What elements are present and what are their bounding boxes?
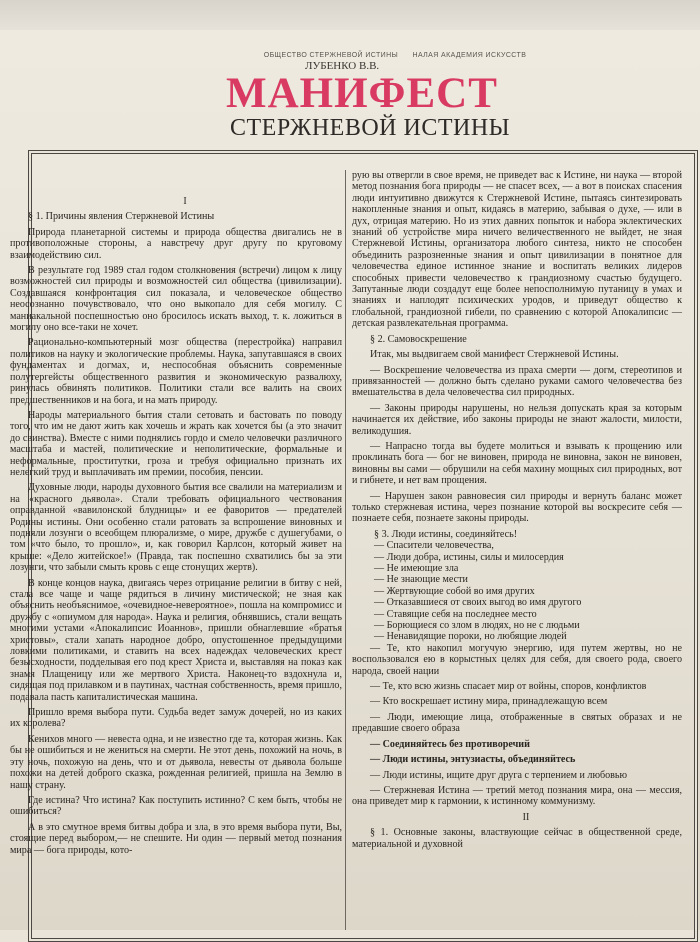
paragraph: рую вы отвергли в свое время, не приведет вас к Истине, ни наука — второй метод познания бога природы — не спасет всех, — а вот в поисках спасения люди интуитивно движутся к Стержневой Истине, пытаясь синтезировать накопленные знания и опыт, кидаясь в материю, забывая о духе, — или в дух, отрицая материю. Но из этих давних попыток и набора эклектических знаний об устройстве мира ничего величественного не выйдет, не зная Стержневой Истины, организатора любого синтеза, никто не способен объединить разрозненные знания и опыт цивилизации в понятное для человечества единое истинное знание и воспитать великих лидеров способных привести человечество к грандиозному счастью будущего. Запутанные люди создадут еще более непосполнимую путаницу в умах и знаниях и наплодят психических уродов, и приведут общество к глобальной, грандиозной гибели, по сравнению с которой Апокалипсис — детская развлекательная программа. bbox=[352, 170, 682, 330]
paragraph: А в это смутное время битвы добра и зла, в это время выбора пути, Вы, стоящие перед выбором,— не спешите. Ни один — первый метод познания мира — бога природы, кото- bbox=[10, 821, 342, 856]
author: ЛУБЕНКО В.В. bbox=[305, 60, 380, 72]
list-item: — Не знающие мести bbox=[374, 574, 468, 586]
paragraph: Духовные люди, народы духовного бытия все свалили на материализм и на «красного дьявола». Стали требовать официального чествования оправданной «вавилонской блудницы» и ее фаворитов — предателей Родины истины. Они особенно стали ратовать за вспрошение виновных и подняли лозунги о всеобщем плюрализме, о мире, дружбе с душегубами, о том «что было, то прошло», и, как говорил Карлсон, который живет на крыше: «Дело житейское!» (Правда, так поспешно схватились бы за эти лозунги, что забыли смыть кровь с еще стонущих жертв). bbox=[10, 482, 342, 574]
list-item: — Спасители человечества, bbox=[374, 540, 494, 552]
paragraph: — Воскрешение человечества из праха смерти — догм, стереотипов и привязанностей — должно быть сделано руками самого человечества без вмешательства в дела человечества сил природных. bbox=[352, 364, 682, 399]
paragraph: Пришло время выбора пути. Судьба ведет замуж дочерей, но из каких их королева? bbox=[10, 707, 342, 730]
section-heading: § 2. Самовоскрешение bbox=[370, 333, 467, 345]
paragraph: — Те, кто всю жизнь спасает мир от войны, споров, конфликтов bbox=[370, 681, 647, 693]
list-item: — Люди добра, истины, силы и милосердия bbox=[374, 551, 564, 563]
paragraph: Рационально-компьютерный мозг общества (перестройка) направил политиков на науку и экологические проблемы. Наука, запутавшаяся в своих фундаментах и догмах, и, неспособная объяснить современные полутергейсты общественного развития и экономическую развалюху, ринулась обвинять политиков. Политики стали все валить на своих предшественников и на бога, и на мать природу. bbox=[10, 337, 342, 406]
org-right: НАЛАЯ АКАДЕМИЯ ИСКУССТВ bbox=[412, 52, 527, 59]
paragraph: Где истина? Что истина? Как поступить истинно? С кем быть, чтобы не ошибиться? bbox=[10, 794, 342, 818]
people-list bbox=[352, 529, 682, 643]
paragraph: В результате год 1989 стал годом столкновения (встречи) лицом к лицу возможностей сил природы и возможностей сил общества (цивилизации). Создавшаяся конфронтация сил показала, и человеческое общество неосознанно почувствовало, что оно выкопало для себя могилу. С маниакальной поспешностью оно бросилось искать выход, т. к. ложиться в могилу оно все-таки не хочет. bbox=[10, 265, 342, 334]
paragraph: — Соединяйтесь без противоречий bbox=[370, 738, 530, 750]
paragraph: Природа планетарной системы и природа общества двигались не в противоположные стороны, а навстречу друг другу по круговому взаимодействию сил. bbox=[10, 226, 342, 261]
background-top bbox=[0, 0, 700, 30]
paragraph: — Люди истины, ищите друг друга с терпением и любовью bbox=[370, 769, 628, 781]
list-item: — Ставящие себя на последнее место bbox=[374, 608, 537, 620]
paragraph: — Кто воскрешает истину мира, принадлежащую всем bbox=[370, 696, 608, 708]
paragraph: — Люди истины, энтузиасты, объединяйтесь bbox=[370, 754, 576, 766]
list-item: — Борющиеся со злом в людях, но не с людьми bbox=[374, 620, 580, 632]
page-subtitle: СТЕРЖНЕВОЙ ИСТИНЫ bbox=[230, 115, 511, 141]
column-divider bbox=[345, 170, 346, 930]
list-item: — Не имеющие зла bbox=[374, 563, 459, 574]
paragraph: — Стержневая Истина — третий метод познания мира, она — мессия, она приведет мир к гармонии, к истинному коммунизму. bbox=[352, 784, 682, 808]
paragraph: — Те, кто накопил могучую энергию, идя путем жертвы, но не воспользовался ею в корыстных целях для себя, для своего рода, своего народа, своей нации bbox=[352, 642, 682, 677]
right-column bbox=[352, 170, 682, 854]
paragraph: Кенихов много — невеста одна, и не известно где та, которая жизнь. Как бы не ошибиться и не жениться на смерти. Не этот день, похожий на ночь, в эту ночь, похожую на день, что и от дьявола, невесты от дьявола больше похожи на детей доброго сказка, рожденная религией, пришла на Землю в нашу страну. bbox=[10, 733, 342, 791]
list-item: — Ненавидящие пороки, но любящие людей bbox=[374, 631, 567, 643]
paragraph: Народы материального бытия стали сетовать и бастовать по поводу того, что им не дают жить как хочешь и жрать как хочется бы (а это значит до свинства). Вместе с ними поднялись гордо и смело человечки различного масштаба и мастей, политические и неполитические, формальные и неформальные, проститутки, гроза и требуя официально признать их нелегкий труд и выплачивать им премии, пособия, пенсии. bbox=[10, 409, 342, 478]
header-organizations bbox=[230, 52, 560, 59]
part-number: I bbox=[183, 196, 187, 207]
paragraph: § 1. Основные законы, властвующие сейчас в общественной среде, материальной и духовной bbox=[352, 827, 682, 850]
left-column bbox=[0, 196, 342, 860]
part-number: II bbox=[522, 811, 530, 823]
paragraph: В конце концов наука, двигаясь через отрицание религии в битву с ней, стала все чаще и чаще рядиться в личину мистической; не зная как объяснить необъяснимое, «очевидное-невероятное», пошла на компромисс и дружбу с «опиумом для народа». Наука и религия, обнявшись, стали вещать многими устами «Апокалипсис Иоаннов», пришли обнаглевшие «братья христовы», стали хапать народное добро, опустошенное предыдущими ловкими политиками, и ставить на всех надеждах человеческих крест безысходности, подделывая его под крест Христа и, выставляя на показ как знамя Плащеницу или же мертвого Христа. Наконец-то вздохнула и, сидящая под прилавком и в паутинах, частная собственность, время пришло, подавала пасть капиталистическая машина. bbox=[10, 577, 342, 703]
org-left: ОБЩЕСТВО СТЕРЖНЕВОЙ ИСТИНЫ bbox=[263, 52, 399, 59]
section-heading: § 1. Причины явления Стержневой Истины bbox=[28, 211, 215, 223]
list-item: — Отказавшиеся от своих выгод во имя другого bbox=[374, 597, 582, 609]
paragraph: — Нарушен закон равновесия сил природы и вернуть баланс может только стержневая истина, через познание которой вы воскресите себя — познаете себя, познаете законы природы. bbox=[352, 490, 682, 525]
paragraph: — Напрасно тогда вы будете молиться и взывать к прощению или проклинать бога — бог не виновен, природа не виновна, закон не виновен, виновны вы сами — обрушили на себя махину мощных сил природных, вот и гибнете, и нет вам прощения. bbox=[352, 440, 682, 487]
paragraph: Итак, мы выдвигаем свой манифест Стержневой Истины. bbox=[370, 349, 619, 361]
paragraph: — Люди, имеющие лица, отображенные в святых образах и не предавшие своего образа bbox=[352, 711, 682, 735]
list-item: — Жертвующие собой во имя других bbox=[374, 585, 535, 597]
paragraph: — Законы природы нарушены, но нельзя допускать края за которым начинается их действие, ибо законы природы не знают жалости, милости, великодушия. bbox=[352, 402, 682, 437]
section-heading: § 3. Люди истины, соединяйтесь! bbox=[374, 528, 518, 540]
page-title: МАНИФЕСТ bbox=[226, 70, 498, 117]
